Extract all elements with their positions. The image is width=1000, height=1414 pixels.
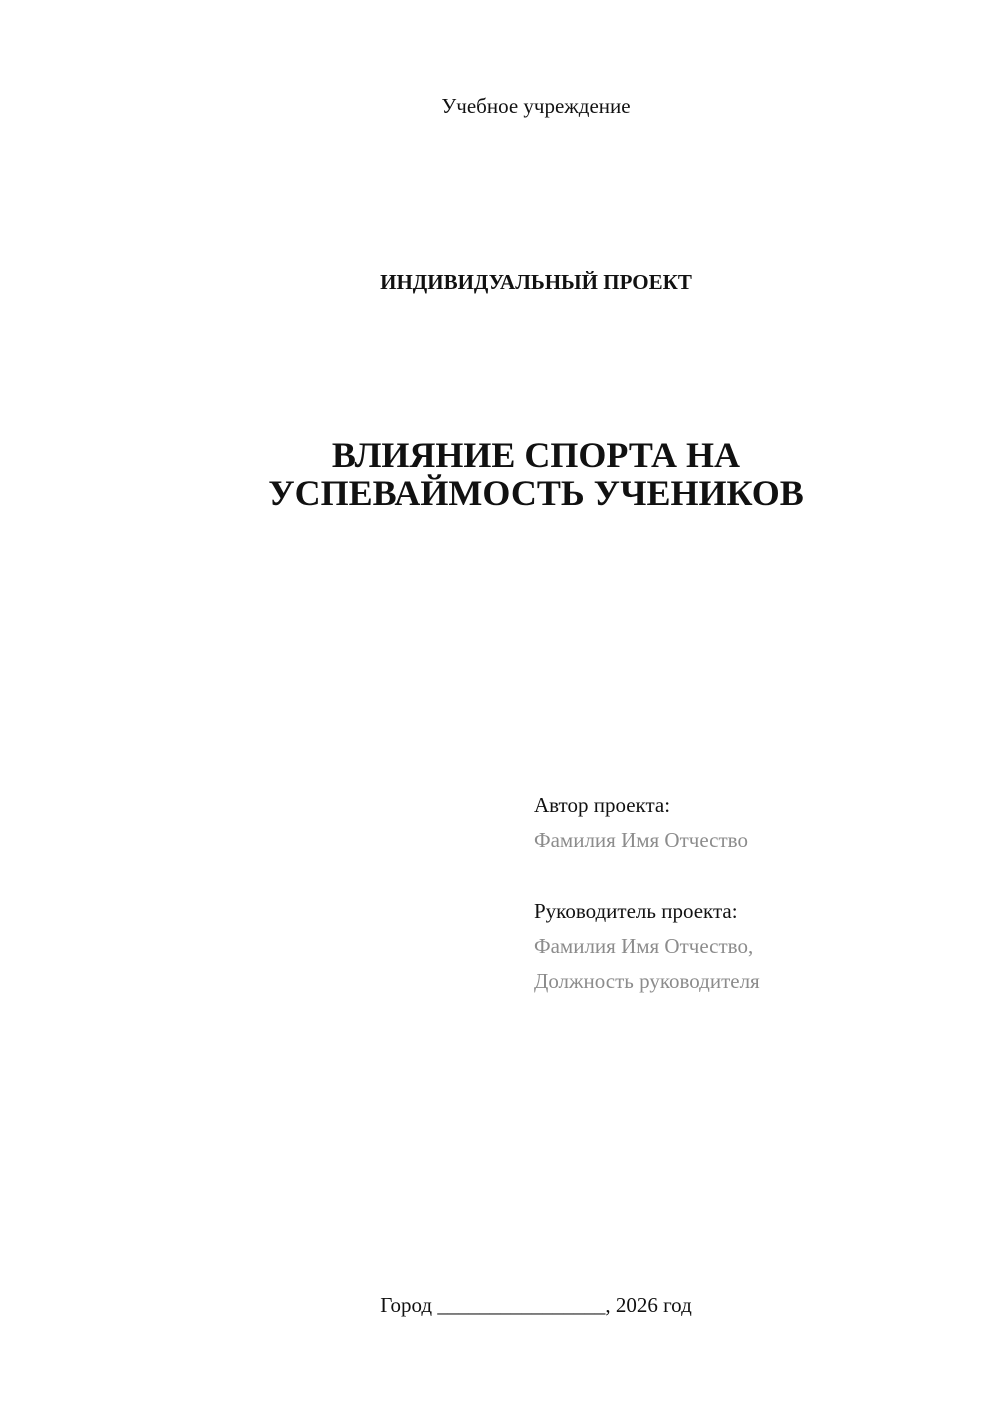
project-title-line-1: ВЛИЯНИЕ СПОРТА НА xyxy=(331,435,741,475)
supervisor-position: Должность руководителя xyxy=(534,969,760,993)
spacer xyxy=(534,858,760,894)
document-type: ИНДИВИДУАЛЬНЫЙ ПРОЕКТ xyxy=(380,270,692,294)
project-title xyxy=(0,436,1000,512)
institution-name: Учебное учреждение xyxy=(441,94,631,118)
city-year-line: Город ________________, 2026 год xyxy=(380,1293,692,1317)
author-name: Фамилия Имя Отчество xyxy=(534,828,748,852)
supervisor-label: Руководитель проекта: xyxy=(534,899,738,923)
author-label: Автор проекта: xyxy=(534,793,671,817)
project-info-block xyxy=(534,788,760,999)
supervisor-name: Фамилия Имя Отчество, xyxy=(534,934,754,958)
project-title-line-2: УСПЕВАЙМОСТЬ УЧЕНИКОВ xyxy=(268,473,804,513)
